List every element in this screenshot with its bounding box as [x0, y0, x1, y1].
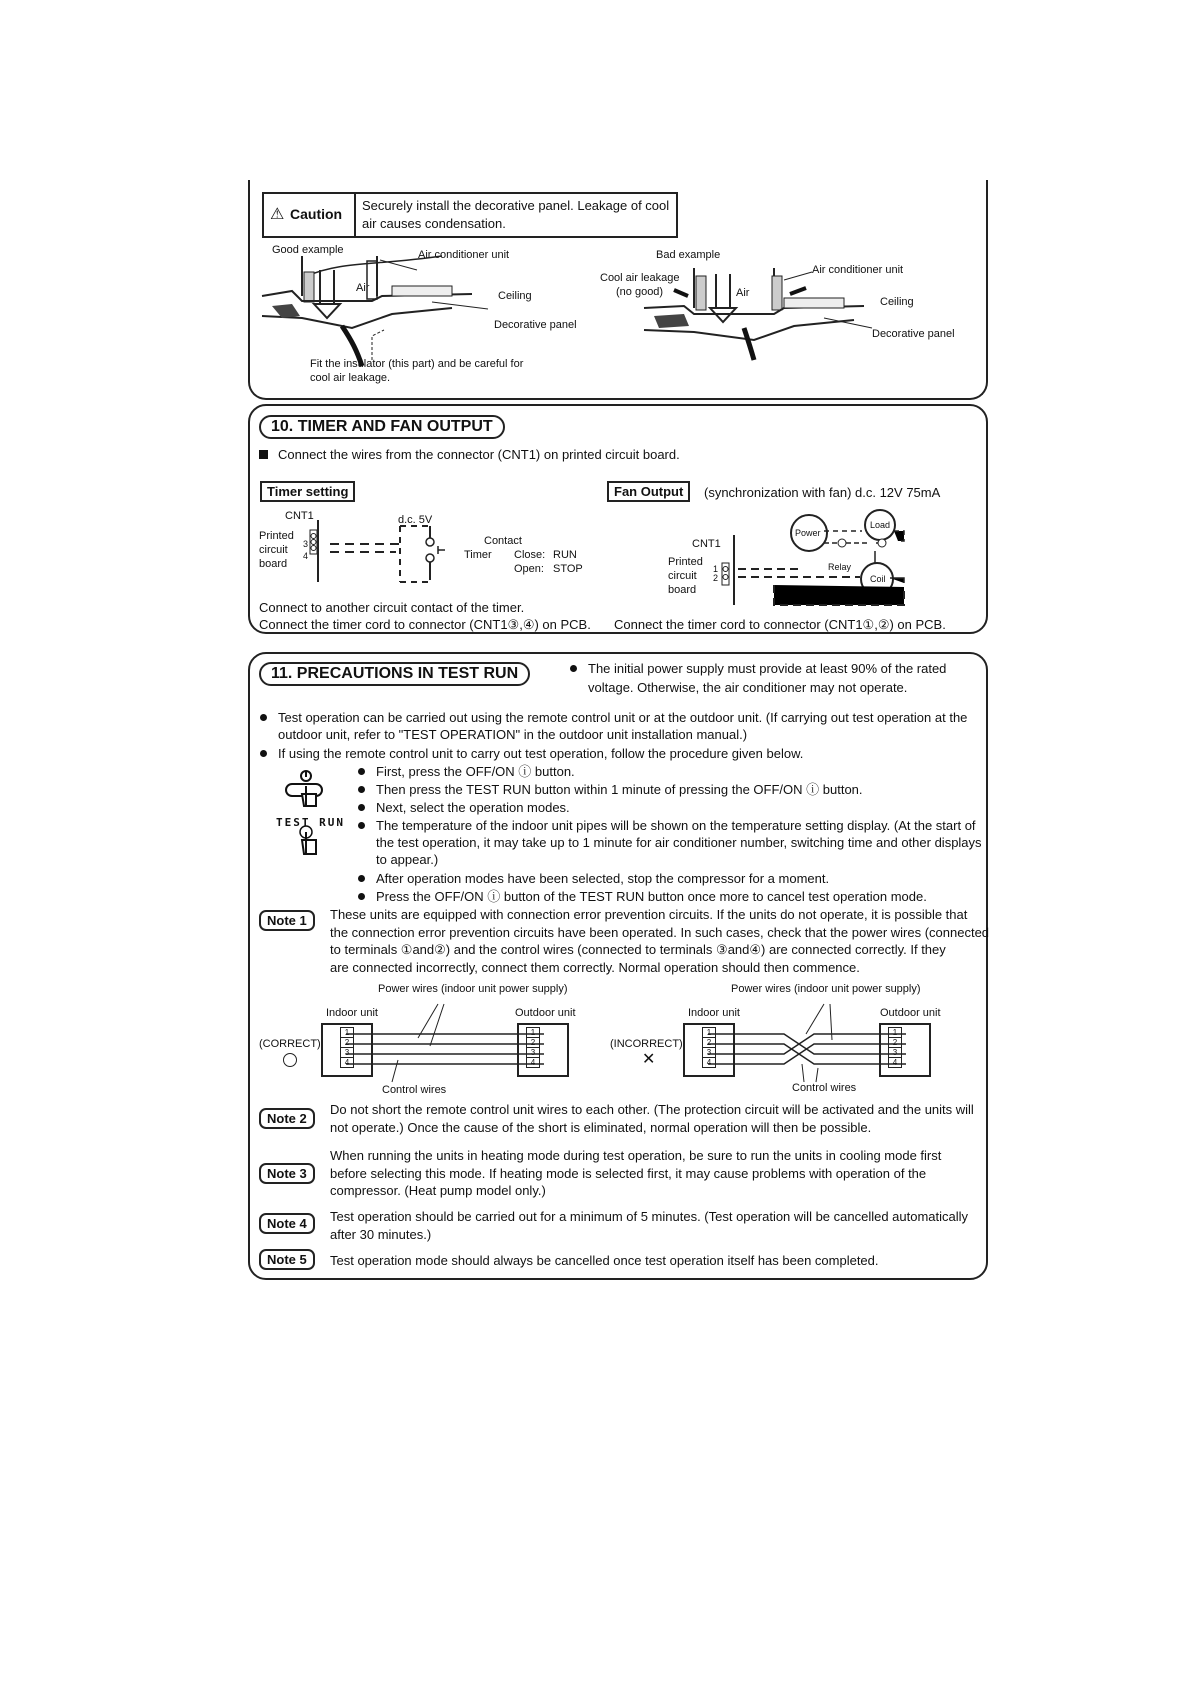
- power-wires-label-left: Power wires (indoor unit power supply): [378, 983, 568, 995]
- step-4: The temperature of the indoor unit pipes will be shown on the temperature setting display. (At the start of the test operation, it may take up to 1 minute for air conditioner number, switching time and other displays to appear.): [376, 817, 982, 868]
- timer-dc5v: d.c. 5V: [398, 514, 433, 526]
- timer-pcb-3: board: [259, 558, 288, 570]
- terminal-number: 4: [702, 1057, 716, 1068]
- indoor-label-right: Indoor unit: [688, 1007, 740, 1019]
- caution-box: [262, 192, 678, 238]
- terminal-number: 4: [526, 1057, 540, 1068]
- terminal-number: 1: [888, 1027, 902, 1038]
- terminal-number: 2: [340, 1037, 354, 1048]
- fan-pin-2: 2: [713, 573, 719, 583]
- section10-instruction: Connect the wires from the connector (CNT1) on printed circuit board.: [278, 447, 680, 462]
- note3-text: When running the units in heating mode during test operation, be sure to run the units in cooling mode first before selecting this mode. If heating mode is selected first, it may cause problems with operation of the compressor. (Heat pump model only.): [330, 1148, 942, 1198]
- terminal-number: 2: [526, 1037, 540, 1048]
- terminal-number: 2: [702, 1037, 716, 1048]
- bad-example-label: Bad example: [656, 249, 721, 261]
- panel-label-bad: Decorative panel: [872, 328, 955, 340]
- section10-title: 10. TIMER AND FAN OUTPUT: [259, 415, 505, 439]
- correct-wiring-diagram: [322, 1024, 568, 1086]
- timer-pcb-1: Printed: [259, 530, 294, 542]
- leak-label-2: (no good): [616, 286, 664, 298]
- leak-label-1: Cool air leakage: [600, 272, 680, 284]
- indoor-label-left: Indoor unit: [326, 1007, 378, 1019]
- terminal-number: 1: [340, 1027, 354, 1038]
- timer-close-val: RUN: [553, 549, 577, 561]
- terminal-number: 3: [340, 1047, 354, 1058]
- good-example-label: Good example: [272, 244, 344, 256]
- power-circle: Power: [790, 514, 828, 552]
- outdoor-label-right: Outdoor unit: [880, 1007, 941, 1019]
- bullet-icon: [358, 786, 365, 793]
- note4-label: Note 4: [259, 1213, 315, 1234]
- step-6: Press the OFF/ON ⓘ button of the TEST RUN button once more to cancel test operation mode.: [376, 888, 927, 905]
- fan-note: Connect the timer cord to connector (CNT1①,②) on PCB.: [614, 617, 946, 632]
- caution-label: Caution: [290, 206, 343, 222]
- bullet-icon: [570, 665, 577, 672]
- air-label-good: Air: [356, 282, 370, 294]
- note1-label: Note 1: [259, 910, 315, 931]
- bullet-icon: [358, 875, 365, 882]
- section11-title: 11. PRECAUTIONS IN TEST RUN: [259, 662, 530, 686]
- step-3: Next, select the operation modes.: [376, 799, 570, 816]
- fan-pcb-2: circuit: [668, 570, 697, 582]
- incorrect-cross-icon: ✕: [642, 1051, 656, 1068]
- timer-cnt1: CNT1: [285, 510, 314, 522]
- bullet-icon: [358, 893, 365, 900]
- load-circle: Load: [864, 509, 896, 541]
- terminal-number: 1: [702, 1027, 716, 1038]
- step-2: Then press the TEST RUN button within 1 minute of pressing the OFF/ON ⓘ button.: [376, 781, 863, 798]
- note4-text: Test operation should be carried out for a minimum of 5 minutes. (Test operation will be cancelled automatically after 30 minutes.): [330, 1209, 969, 1242]
- terminal-number: 3: [702, 1047, 716, 1058]
- outdoor-label-left: Outdoor unit: [515, 1007, 576, 1019]
- fan-pcb-3: board: [668, 584, 697, 596]
- warning-icon: ⚠: [270, 206, 285, 223]
- bullet-icon: [358, 768, 365, 775]
- note2-label: Note 2: [259, 1108, 315, 1129]
- timer-pin-3: 3: [303, 539, 309, 549]
- fan-output-spec: (synchronization with fan) d.c. 12V 75mA: [704, 485, 941, 500]
- terminal-number: 2: [888, 1037, 902, 1048]
- timer-pin-4: 4: [303, 551, 309, 561]
- fan-cnt1: CNT1: [692, 538, 721, 550]
- bullet-icon: [358, 804, 365, 811]
- square-bullet-icon: [259, 450, 268, 459]
- timer-contact: Contact: [484, 535, 522, 547]
- incorrect-wiring-diagram: [684, 1024, 930, 1086]
- note1-text: These units are equipped with connection error prevention circuits. If the units do not operate, it is possible that the connection error prevention circuits have been operated. In such cases, check that the power wires (connected to terminals ①and②) and the control wires (connected to terminals ③and④) are connected correctly. If they are connected incorrectly, connect them correctly. Normal operation should then commence.: [330, 907, 990, 975]
- terminal-number: 4: [340, 1057, 354, 1068]
- step-1: First, press the OFF/ON ⓘ button.: [376, 763, 575, 780]
- bullet-icon: [260, 714, 267, 721]
- ac-unit-label-bad: Air conditioner unit: [812, 264, 904, 276]
- control-wires-label-right: Control wires: [792, 1082, 857, 1094]
- step-5: After operation modes have been selected, stop the compressor for a moment.: [376, 870, 829, 887]
- timer-close-label: Close:: [514, 549, 546, 561]
- terminal-number: 3: [888, 1047, 902, 1058]
- fan-pcb-1: Printed: [668, 556, 703, 568]
- insulator-note-2: cool air leakage.: [310, 372, 391, 384]
- incorrect-label: (INCORRECT): [610, 1038, 683, 1050]
- fan-relay: Relay: [828, 562, 852, 572]
- timer-open-label: Open:: [514, 563, 544, 575]
- insulator-note-1: Fit the insulator (this part) and be careful for: [310, 358, 524, 370]
- intro-bullet-2: If using the remote control unit to carry out test operation, follow the procedure given below.: [278, 745, 803, 762]
- ac-unit-label-good: Air conditioner unit: [418, 249, 510, 261]
- bullet-icon: [260, 750, 267, 757]
- test-run-label: TEST RUN: [276, 816, 345, 829]
- terminal-number: 4: [888, 1057, 902, 1068]
- control-wires-label-left: Control wires: [382, 1084, 447, 1096]
- correct-label: (CORRECT): [259, 1038, 321, 1050]
- good-example-illustration: [262, 256, 532, 366]
- power-wires-label-right: Power wires (indoor unit power supply): [731, 983, 921, 995]
- coil-circle: Coil: [860, 562, 894, 596]
- timer-wiring-diagram: [300, 518, 470, 582]
- correct-circle-icon: [283, 1053, 297, 1067]
- timer-note-1: Connect to another circuit contact of the timer.: [259, 600, 525, 615]
- timer-pcb-2: circuit: [259, 544, 288, 556]
- air-label-bad: Air: [736, 287, 750, 299]
- bullet-icon: [358, 822, 365, 829]
- note5-label: Note 5: [259, 1249, 315, 1270]
- bad-example-illustration: [644, 268, 874, 360]
- caution-text-2: air causes condensation.: [362, 216, 506, 231]
- note2-text: Do not short the remote control unit wires to each other. (The protection circuit will be activated and the units will not operate.) Once the cause of the short is eliminated, normal operation will then be possible.: [330, 1102, 974, 1135]
- caution-text-1: Securely install the decorative panel. Leakage of cool: [362, 198, 670, 213]
- panel-label-good: Decorative panel: [494, 319, 577, 331]
- power-note: The initial power supply must provide at least 90% of the rated voltage. Otherwise, the air conditioner may not operate.: [588, 660, 946, 696]
- timer-timer: Timer: [464, 549, 492, 561]
- note3-label: Note 3: [259, 1163, 315, 1184]
- timer-setting-label: Timer setting: [260, 481, 355, 502]
- ceiling-label-bad: Ceiling: [880, 296, 914, 308]
- fan-output-label: Fan Output: [607, 481, 690, 502]
- note5-text: Test operation mode should always be cancelled once test operation itself has been completed.: [330, 1253, 879, 1268]
- intro-bullet-1: Test operation can be carried out using the remote control unit or at the outdoor unit. (If carrying out test operation at the outdoor unit, refer to "TEST OPERATION" in the outdoor unit installation manual.): [278, 709, 967, 743]
- terminal-number: 3: [526, 1047, 540, 1058]
- fan-pin-1: 1: [713, 564, 719, 574]
- timer-note-2: Connect the timer cord to connector (CNT1③,④) on PCB.: [259, 617, 591, 632]
- ceiling-label-good: Ceiling: [498, 290, 532, 302]
- terminal-number: 1: [526, 1027, 540, 1038]
- fan-wiring-diagram: [718, 505, 918, 605]
- timer-open-val: STOP: [553, 563, 583, 575]
